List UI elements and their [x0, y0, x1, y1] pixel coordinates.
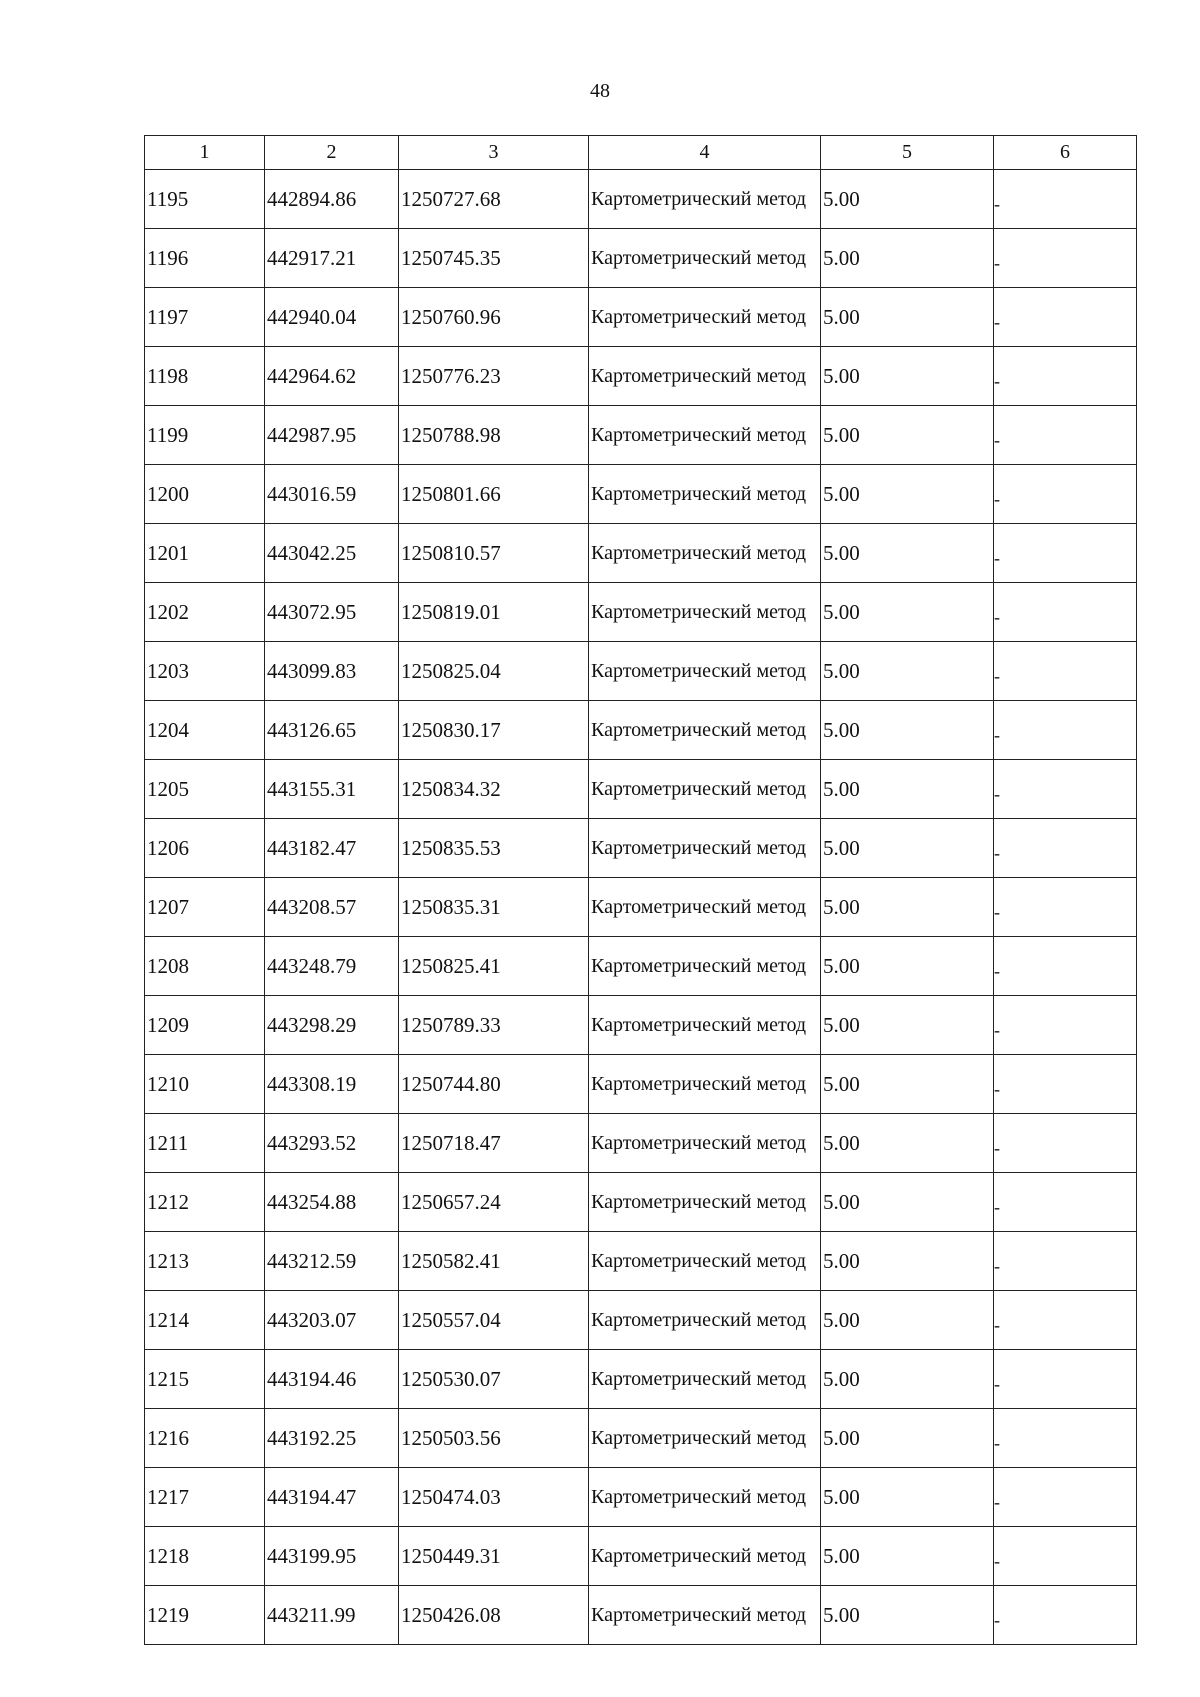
x-coordinate-cell: 443182.47 — [265, 819, 399, 878]
table-row — [145, 1409, 1137, 1468]
accuracy-cell: 5.00 — [821, 760, 994, 819]
y-coordinate-cell: 1250835.31 — [399, 878, 589, 937]
x-coordinate-cell: 443298.29 — [265, 996, 399, 1055]
note-cell — [994, 1114, 1137, 1173]
point-number-cell: 1218 — [145, 1527, 265, 1586]
method-cell: Картометрический метод — [589, 1114, 821, 1173]
x-coordinate-cell: 443194.46 — [265, 1350, 399, 1409]
y-coordinate-cell: 1250557.04 — [399, 1291, 589, 1350]
x-coordinate-cell: 443203.07 — [265, 1291, 399, 1350]
note-cell — [994, 288, 1137, 347]
table-row — [145, 1291, 1137, 1350]
method-cell: Картометрический метод — [589, 288, 821, 347]
method-cell: Картометрический метод — [589, 465, 821, 524]
accuracy-cell: 5.00 — [821, 465, 994, 524]
accuracy-cell: 5.00 — [821, 996, 994, 1055]
note-cell — [994, 465, 1137, 524]
column-header-1: 1 — [145, 136, 265, 170]
x-coordinate-cell: 443293.52 — [265, 1114, 399, 1173]
note-dash: - — [994, 665, 1000, 686]
point-number-cell: 1203 — [145, 642, 265, 701]
note-dash: - — [994, 1314, 1000, 1335]
x-coordinate-cell: 443254.88 — [265, 1173, 399, 1232]
method-cell: Картометрический метод — [589, 1527, 821, 1586]
accuracy-cell: 5.00 — [821, 170, 994, 229]
point-number-cell: 1209 — [145, 996, 265, 1055]
note-dash: - — [994, 960, 1000, 981]
y-coordinate-cell: 1250503.56 — [399, 1409, 589, 1468]
y-coordinate-cell: 1250582.41 — [399, 1232, 589, 1291]
x-coordinate-cell: 442894.86 — [265, 170, 399, 229]
accuracy-cell: 5.00 — [821, 583, 994, 642]
note-cell — [994, 170, 1137, 229]
note-cell — [994, 347, 1137, 406]
table-row — [145, 229, 1137, 288]
x-coordinate-cell: 443212.59 — [265, 1232, 399, 1291]
table-row — [145, 1586, 1137, 1645]
table-row — [145, 701, 1137, 760]
note-dash: - — [994, 724, 1000, 745]
point-number-cell: 1199 — [145, 406, 265, 465]
y-coordinate-cell: 1250788.98 — [399, 406, 589, 465]
note-dash: - — [994, 547, 1000, 568]
note-cell — [994, 819, 1137, 878]
point-number-cell: 1206 — [145, 819, 265, 878]
x-coordinate-cell: 443126.65 — [265, 701, 399, 760]
method-cell: Картометрический метод — [589, 524, 821, 583]
method-cell: Картометрический метод — [589, 229, 821, 288]
y-coordinate-cell: 1250825.41 — [399, 937, 589, 996]
accuracy-cell: 5.00 — [821, 406, 994, 465]
point-number-cell: 1210 — [145, 1055, 265, 1114]
method-cell: Картометрический метод — [589, 1232, 821, 1291]
note-dash: - — [994, 1078, 1000, 1099]
y-coordinate-cell: 1250449.31 — [399, 1527, 589, 1586]
x-coordinate-cell: 443194.47 — [265, 1468, 399, 1527]
x-coordinate-cell: 443155.31 — [265, 760, 399, 819]
accuracy-cell: 5.00 — [821, 1468, 994, 1527]
point-number-cell: 1197 — [145, 288, 265, 347]
method-cell: Картометрический метод — [589, 1586, 821, 1645]
method-cell: Картометрический метод — [589, 170, 821, 229]
note-dash: - — [994, 193, 1000, 214]
table-row — [145, 1350, 1137, 1409]
method-cell: Картометрический метод — [589, 701, 821, 760]
method-cell: Картометрический метод — [589, 347, 821, 406]
method-cell: Картометрический метод — [589, 1055, 821, 1114]
note-cell — [994, 701, 1137, 760]
y-coordinate-cell: 1250810.57 — [399, 524, 589, 583]
table-row — [145, 524, 1137, 583]
method-cell: Картометрический метод — [589, 1468, 821, 1527]
x-coordinate-cell: 443308.19 — [265, 1055, 399, 1114]
accuracy-cell: 5.00 — [821, 229, 994, 288]
point-number-cell: 1201 — [145, 524, 265, 583]
table-row — [145, 465, 1137, 524]
note-cell — [994, 1350, 1137, 1409]
accuracy-cell: 5.00 — [821, 819, 994, 878]
point-number-cell: 1213 — [145, 1232, 265, 1291]
accuracy-cell: 5.00 — [821, 1114, 994, 1173]
table-row — [145, 1232, 1137, 1291]
point-number-cell: 1207 — [145, 878, 265, 937]
note-dash: - — [994, 1609, 1000, 1630]
method-cell: Картометрический метод — [589, 1409, 821, 1468]
table-row — [145, 937, 1137, 996]
note-cell — [994, 996, 1137, 1055]
accuracy-cell: 5.00 — [821, 1055, 994, 1114]
note-dash: - — [994, 488, 1000, 509]
method-cell: Картометрический метод — [589, 760, 821, 819]
accuracy-cell: 5.00 — [821, 1527, 994, 1586]
note-dash: - — [994, 429, 1000, 450]
table-row — [145, 1173, 1137, 1232]
method-cell: Картометрический метод — [589, 642, 821, 701]
x-coordinate-cell: 442917.21 — [265, 229, 399, 288]
y-coordinate-cell: 1250426.08 — [399, 1586, 589, 1645]
point-number-cell: 1212 — [145, 1173, 265, 1232]
note-dash: - — [994, 1491, 1000, 1512]
y-coordinate-cell: 1250530.07 — [399, 1350, 589, 1409]
note-dash: - — [994, 606, 1000, 627]
point-number-cell: 1219 — [145, 1586, 265, 1645]
method-cell: Картометрический метод — [589, 583, 821, 642]
table-row — [145, 819, 1137, 878]
accuracy-cell: 5.00 — [821, 1586, 994, 1645]
table-row — [145, 170, 1137, 229]
note-dash: - — [994, 783, 1000, 804]
y-coordinate-cell: 1250727.68 — [399, 170, 589, 229]
accuracy-cell: 5.00 — [821, 1350, 994, 1409]
y-coordinate-cell: 1250825.04 — [399, 642, 589, 701]
x-coordinate-cell: 442987.95 — [265, 406, 399, 465]
accuracy-cell: 5.00 — [821, 937, 994, 996]
note-dash: - — [994, 370, 1000, 391]
y-coordinate-cell: 1250801.66 — [399, 465, 589, 524]
table-body — [145, 170, 1137, 1645]
table-row — [145, 406, 1137, 465]
point-number-cell: 1205 — [145, 760, 265, 819]
x-coordinate-cell: 443042.25 — [265, 524, 399, 583]
y-coordinate-cell: 1250744.80 — [399, 1055, 589, 1114]
point-number-cell: 1196 — [145, 229, 265, 288]
accuracy-cell: 5.00 — [821, 347, 994, 406]
accuracy-cell: 5.00 — [821, 524, 994, 583]
note-dash: - — [994, 842, 1000, 863]
table-row — [145, 878, 1137, 937]
note-dash: - — [994, 1432, 1000, 1453]
table-row — [145, 996, 1137, 1055]
table-row — [145, 1527, 1137, 1586]
note-cell — [994, 1527, 1137, 1586]
column-header-2: 2 — [265, 136, 399, 170]
note-dash: - — [994, 1550, 1000, 1571]
y-coordinate-cell: 1250819.01 — [399, 583, 589, 642]
note-dash: - — [994, 1137, 1000, 1158]
note-cell — [994, 1055, 1137, 1114]
table-row — [145, 1114, 1137, 1173]
point-number-cell: 1215 — [145, 1350, 265, 1409]
accuracy-cell: 5.00 — [821, 642, 994, 701]
point-number-cell: 1214 — [145, 1291, 265, 1350]
y-coordinate-cell: 1250834.32 — [399, 760, 589, 819]
note-dash: - — [994, 1255, 1000, 1276]
accuracy-cell: 5.00 — [821, 288, 994, 347]
note-dash: - — [994, 1373, 1000, 1394]
y-coordinate-cell: 1250474.03 — [399, 1468, 589, 1527]
point-number-cell: 1217 — [145, 1468, 265, 1527]
table-row — [145, 288, 1137, 347]
note-cell — [994, 583, 1137, 642]
y-coordinate-cell: 1250776.23 — [399, 347, 589, 406]
table-row — [145, 583, 1137, 642]
note-cell — [994, 1232, 1137, 1291]
note-dash: - — [994, 1019, 1000, 1040]
note-dash: - — [994, 1196, 1000, 1217]
method-cell: Картометрический метод — [589, 878, 821, 937]
note-cell — [994, 760, 1137, 819]
y-coordinate-cell: 1250657.24 — [399, 1173, 589, 1232]
note-cell — [994, 229, 1137, 288]
method-cell: Картометрический метод — [589, 1291, 821, 1350]
note-cell — [994, 937, 1137, 996]
y-coordinate-cell: 1250745.35 — [399, 229, 589, 288]
method-cell: Картометрический метод — [589, 1173, 821, 1232]
note-cell — [994, 406, 1137, 465]
point-number-cell: 1200 — [145, 465, 265, 524]
x-coordinate-cell: 443016.59 — [265, 465, 399, 524]
point-number-cell: 1211 — [145, 1114, 265, 1173]
table-row — [145, 347, 1137, 406]
accuracy-cell: 5.00 — [821, 1232, 994, 1291]
note-cell — [994, 1291, 1137, 1350]
point-number-cell: 1195 — [145, 170, 265, 229]
header-row — [145, 136, 1137, 170]
point-number-cell: 1198 — [145, 347, 265, 406]
y-coordinate-cell: 1250760.96 — [399, 288, 589, 347]
note-cell — [994, 878, 1137, 937]
y-coordinate-cell: 1250718.47 — [399, 1114, 589, 1173]
note-cell — [994, 1173, 1137, 1232]
method-cell: Картометрический метод — [589, 819, 821, 878]
x-coordinate-cell: 442964.62 — [265, 347, 399, 406]
x-coordinate-cell: 443211.99 — [265, 1586, 399, 1645]
note-cell — [994, 1468, 1137, 1527]
x-coordinate-cell: 443208.57 — [265, 878, 399, 937]
note-cell — [994, 524, 1137, 583]
point-number-cell: 1204 — [145, 701, 265, 760]
table-row — [145, 1055, 1137, 1114]
table-row — [145, 760, 1137, 819]
y-coordinate-cell: 1250835.53 — [399, 819, 589, 878]
note-cell — [994, 1409, 1137, 1468]
note-cell — [994, 642, 1137, 701]
point-number-cell: 1208 — [145, 937, 265, 996]
x-coordinate-cell: 443192.25 — [265, 1409, 399, 1468]
column-header-6: 6 — [994, 136, 1137, 170]
accuracy-cell: 5.00 — [821, 1173, 994, 1232]
accuracy-cell: 5.00 — [821, 878, 994, 937]
table-row — [145, 1468, 1137, 1527]
point-number-cell: 1216 — [145, 1409, 265, 1468]
point-number-cell: 1202 — [145, 583, 265, 642]
accuracy-cell: 5.00 — [821, 1291, 994, 1350]
note-dash: - — [994, 901, 1000, 922]
note-dash: - — [994, 252, 1000, 273]
column-header-3: 3 — [399, 136, 589, 170]
x-coordinate-cell: 443199.95 — [265, 1527, 399, 1586]
method-cell: Картометрический метод — [589, 406, 821, 465]
table-row — [145, 642, 1137, 701]
table-header — [145, 136, 1137, 170]
method-cell: Картометрический метод — [589, 937, 821, 996]
column-header-4: 4 — [589, 136, 821, 170]
method-cell: Картометрический метод — [589, 996, 821, 1055]
page-number: 48 — [590, 80, 610, 102]
x-coordinate-cell: 443248.79 — [265, 937, 399, 996]
y-coordinate-cell: 1250830.17 — [399, 701, 589, 760]
x-coordinate-cell: 443099.83 — [265, 642, 399, 701]
method-cell: Картометрический метод — [589, 1350, 821, 1409]
x-coordinate-cell: 443072.95 — [265, 583, 399, 642]
accuracy-cell: 5.00 — [821, 1409, 994, 1468]
y-coordinate-cell: 1250789.33 — [399, 996, 589, 1055]
x-coordinate-cell: 442940.04 — [265, 288, 399, 347]
coordinates-table — [144, 135, 1137, 1645]
note-dash: - — [994, 311, 1000, 332]
accuracy-cell: 5.00 — [821, 701, 994, 760]
column-header-5: 5 — [821, 136, 994, 170]
note-cell — [994, 1586, 1137, 1645]
